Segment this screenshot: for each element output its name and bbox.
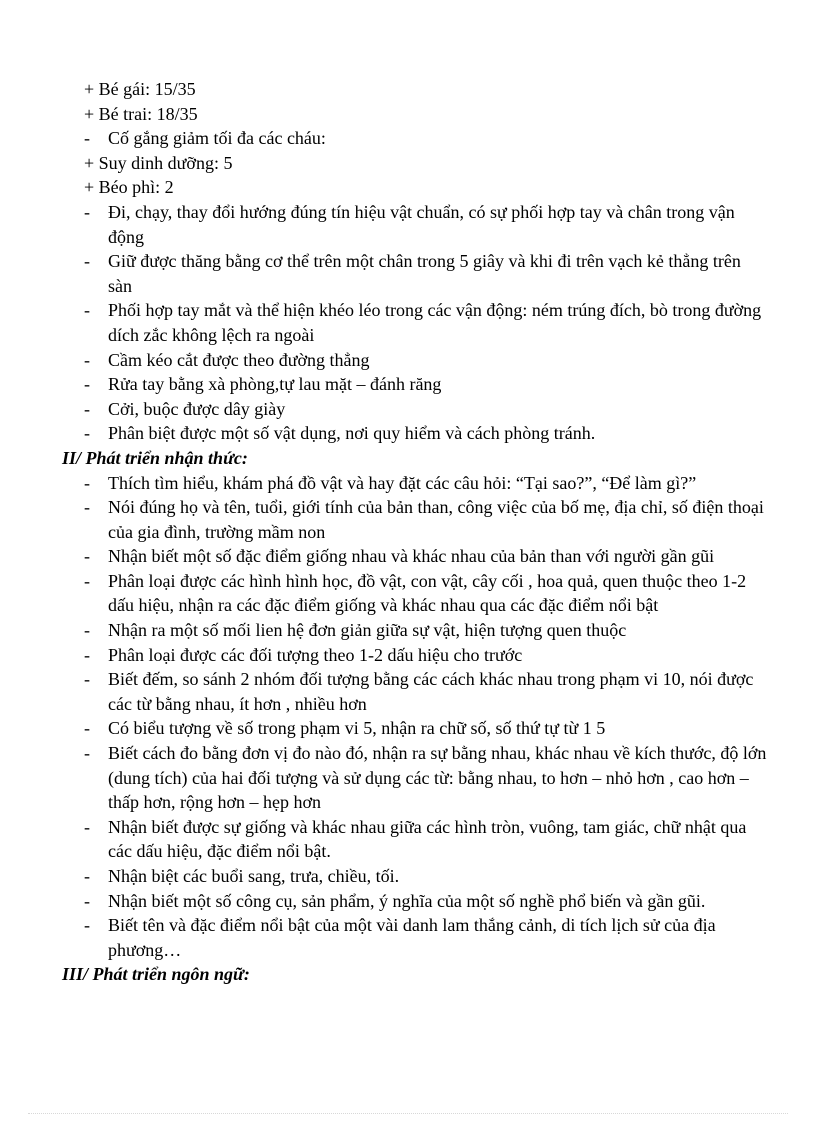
cognitive-item: - Nhận biết một số công cụ, sản phẩm, ý nghĩa của một số nghề phổ biến và gần gũi. xyxy=(0,889,768,914)
motor-item: - Phân biệt được một số vật dụng, nơi quy hiểm và cách phòng tránh. xyxy=(0,421,768,446)
dash-bullet: - xyxy=(84,620,90,641)
dash-bullet: - xyxy=(84,816,90,837)
dash-bullet: - xyxy=(84,718,90,739)
plus-item-malnutrition: + Suy dinh dưỡng: 5 xyxy=(84,152,233,173)
motor-item: - Cầm kéo cắt được theo đường thẳng xyxy=(0,348,768,373)
cognitive-item: - Nhận ra một số mối lien hệ đơn giản giữa sự vật, hiện tượng quen thuộc xyxy=(0,618,768,643)
cognitive-item: - Nhận biết một số đặc điểm giống nhau và khác nhau của bản than với người gần gũi xyxy=(0,544,768,569)
dash-bullet: - xyxy=(84,398,90,419)
dash-bullet: - xyxy=(84,128,90,149)
cognitive-item: - Nói đúng họ và tên, tuổi, giới tính của bản than, công việc của bố mẹ, địa chỉ, số điện thoại của gia đình, trường mầm non xyxy=(84,497,764,542)
cognitive-item: - Biết tên và đặc điểm nổi bật của một vài danh lam thắng cảnh, di tích lịch sử của địa phương… xyxy=(84,915,716,960)
dash-bullet: - xyxy=(84,300,90,321)
motor-item: - Cởi, buộc được dây giày xyxy=(0,397,768,422)
cognitive-item: - Nhận biết được sự giống và khác nhau giữa các hình tròn, vuông, tam giác, chữ nhật qua các dấu hiệu, đặc điểm nổi bật. xyxy=(84,816,747,862)
dash-bullet: - xyxy=(84,251,90,272)
dash-bullet: - xyxy=(84,546,90,567)
list-item-reduce: - Cố gắng giảm tối đa các cháu: xyxy=(0,126,768,151)
motor-item: - Đi, chạy, thay đổi hướng đúng tín hiệu vật chuẩn, có sự phối hợp tay và chân trong vận động xyxy=(84,201,735,247)
plus-item-boys: + Bé trai: 18/35 xyxy=(84,103,198,124)
cognitive-item: - Nhận biệt các buổi sang, trưa, chiều, tối. xyxy=(0,864,768,889)
cognitive-item: - Thích tìm hiểu, khám phá đồ vật và hay đặt các câu hỏi: “Tại sao?”, “Để làm gì?” xyxy=(0,471,768,496)
dash-bullet: - xyxy=(84,497,90,518)
cognitive-item: - Phân loại được các hình hình học, đồ vật, con vật, cây cối , hoa quả, quen thuộc theo 1-2 dấu hiệu, nhận ra các đặc điểm giống và khác nhau qua các đặc điểm nổi bật xyxy=(84,570,747,616)
plus-item-girls: + Bé gái: 15/35 xyxy=(84,79,196,99)
motor-item: - Giữ được thăng bằng cơ thể trên một chân trong 5 giây và khi đi trên vạch kẻ thẳng trên sàn xyxy=(84,251,741,296)
dash-bullet: - xyxy=(84,349,90,370)
dash-bullet: - xyxy=(84,890,90,911)
section-heading-cognitive: II/ Phát triển nhận thức: xyxy=(62,447,248,468)
dash-bullet: - xyxy=(84,915,90,936)
cognitive-item: - Biết cách đo bằng đơn vị đo nào đó, nhận ra sự bằng nhau, khác nhau về kích thước, độ lớn (dung tích) của hai đối tượng và sử dụng các từ: bằng nhau, to hơn – nhỏ hơn , cao hơn – thấp hơn, rộng hơn – hẹp hơn xyxy=(84,743,767,813)
dash-bullet: - xyxy=(84,866,90,886)
motor-item: - Rửa tay bằng xà phòng,tự lau mặt – đánh răng xyxy=(0,372,768,397)
plus-item-obesity: + Béo phì: 2 xyxy=(84,177,174,198)
page-bottom-divider xyxy=(28,1113,788,1114)
section-heading-language: III/ Phát triển ngôn ngữ: xyxy=(62,964,250,985)
motor-item: - Phối hợp tay mắt và thể hiện khéo léo trong các vận động: ném trúng đích, bò trong đường dích zắc không lệch ra ngoài xyxy=(84,300,762,345)
dash-bullet: - xyxy=(84,472,90,493)
cognitive-item: - Phân loại được các đối tượng theo 1-2 dấu hiệu cho trước xyxy=(0,643,768,668)
dash-bullet: - xyxy=(84,743,90,764)
dash-bullet: - xyxy=(84,374,90,395)
dash-bullet: - xyxy=(84,669,90,690)
cognitive-item: - Biết đếm, so sánh 2 nhóm đối tượng bằng các cách khác nhau trong phạm vi 10, nói được các từ bằng nhau, ít hơn , nhiều hơn xyxy=(84,669,754,714)
document-body xyxy=(0,77,816,987)
dash-bullet: - xyxy=(84,201,90,222)
cognitive-item: - Có biểu tượng về số trong phạm vi 5, nhận ra chữ số, số thứ tự từ 1 5 xyxy=(0,716,768,741)
dash-bullet: - xyxy=(84,423,90,444)
dash-bullet: - xyxy=(84,644,90,665)
dash-bullet: - xyxy=(84,570,90,591)
